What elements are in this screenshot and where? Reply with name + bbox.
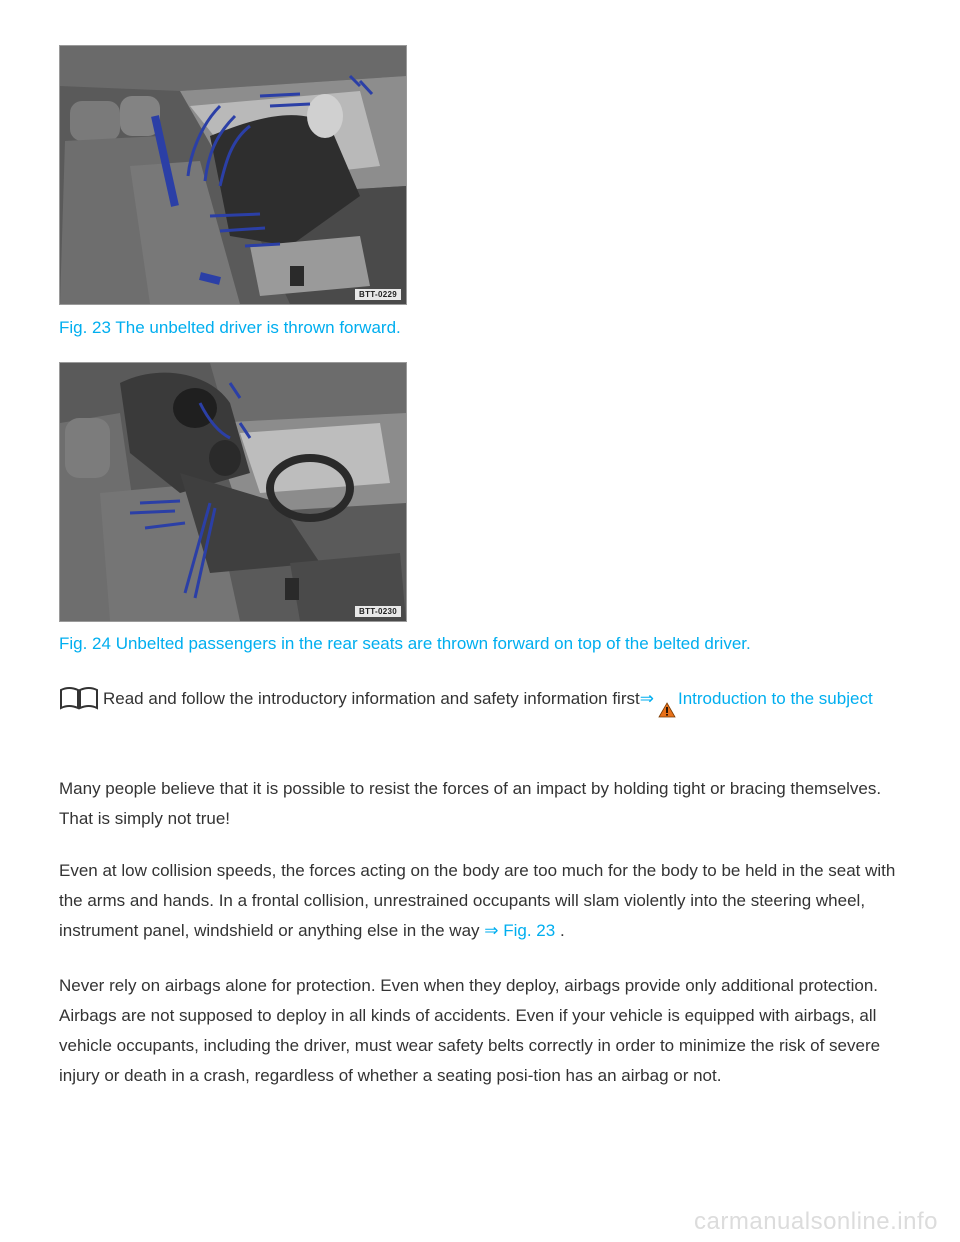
watermark: carmanualsonline.info: [694, 1208, 938, 1235]
book-icon: [59, 686, 99, 720]
figure-code: BTT-0229: [355, 289, 401, 300]
intro-arrow[interactable]: ⇒: [639, 689, 654, 708]
introduction-link[interactable]: Introduction to the subject: [677, 689, 873, 708]
fig-23-link[interactable]: ⇒ Fig. 23: [484, 921, 556, 940]
paragraph-2-end: .: [559, 921, 565, 940]
paragraph-3: Never rely on airbags alone for protection. Even when they deploy, airbags provide only additional protection. Airbags are not supposed to deploy in all kinds of accidents. Even if your vehicle is equipped with airbags, all vehicle occupants, including the driver, must wear safety belts correctly in order to minimize the risk of severe injury or death in a crash, regardless of whether a seating posi-tion has an airbag or not.: [59, 976, 881, 1085]
unbelted-driver-illustration: [60, 46, 406, 304]
figure-24-caption: Fig. 24 Unbelted passengers in the rear seats are thrown forward on top of the belted driver.: [59, 634, 751, 653]
intro-text: Read and follow the introductory information and safety information first: [103, 689, 640, 708]
intro-note: [59, 684, 909, 728]
unbelted-rear-passengers-illustration: [60, 363, 406, 621]
figure-code: BTT-0230: [355, 606, 401, 617]
figure-24-image: [59, 362, 407, 622]
warning-icon: [658, 698, 676, 728]
paragraph-2: [59, 856, 919, 946]
paragraph-1: Many people believe that it is possible to resist the forces of an impact by holding tight or bracing themselves. That is simply not true!: [59, 779, 882, 828]
figure-23-caption: Fig. 23 The unbelted driver is thrown forward.: [59, 318, 401, 337]
figure-23-image: [59, 45, 407, 305]
paragraph-2-text: Even at low collision speeds, the forces acting on the body are too much for the body to be held in the seat with the arms and hands. In a frontal collision, unrestrained occupants will slam violently into the steering wheel, instrument panel, windshield or anything else in the way: [59, 861, 896, 940]
